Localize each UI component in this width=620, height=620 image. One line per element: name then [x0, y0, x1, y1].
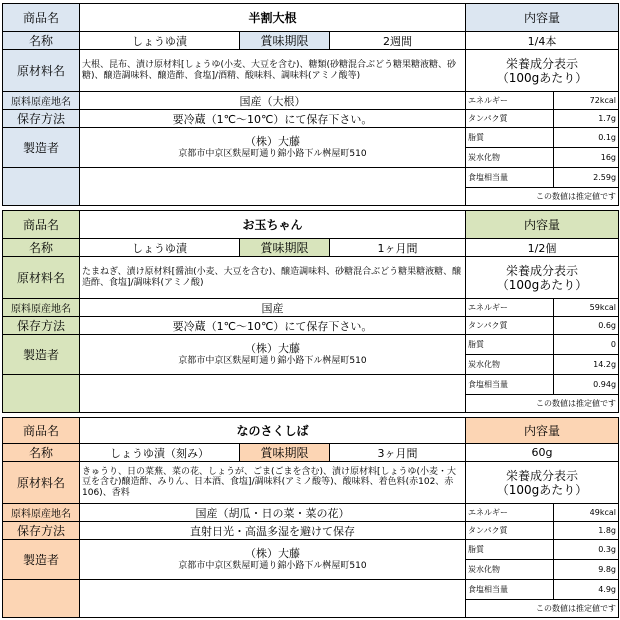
product-type: しょうゆ漬: [80, 32, 240, 50]
product-type: しょうゆ漬（刻み）: [80, 444, 240, 462]
manufacturer-name: （株）大藤: [245, 546, 300, 560]
nutrition-basis: （100gあたり）: [496, 277, 588, 292]
nutrition-basis: （100gあたり）: [496, 70, 588, 85]
contents-label: 内容量: [466, 211, 619, 239]
origin-label: 原料原産地名: [3, 92, 80, 110]
name-label: 名称: [3, 239, 80, 257]
best-before-value: 1ヶ月間: [330, 239, 466, 257]
ingredients-label: 原材料名: [3, 462, 80, 504]
product-name: お玉ちゃん: [80, 211, 466, 239]
product-label-2: [2, 210, 618, 413]
storage-value: 直射日光・高温多湿を避けて保存: [80, 522, 466, 540]
manufacturer-info: [80, 335, 466, 375]
empty-cell: [3, 580, 80, 618]
origin-value: 国産（胡瓜・日の菜・菜の花）: [80, 504, 466, 522]
carbs-label: 炭水化物: [466, 355, 554, 375]
empty-cell: [80, 580, 466, 618]
estimate-note: この数値は推定値です: [466, 188, 619, 206]
origin-label: 原料原産地名: [3, 504, 80, 522]
manufacturer-label: 製造者: [3, 540, 80, 580]
origin-label: 原料原産地名: [3, 299, 80, 317]
empty-cell: [80, 375, 466, 413]
storage-value: 要冷蔵（1℃～10℃）にて保存下さい。: [80, 110, 466, 128]
nutrition-title: 栄養成分表示: [506, 468, 579, 483]
salt-label: 食塩相当量: [466, 580, 554, 600]
estimate-note: この数値は推定値です: [466, 600, 619, 618]
storage-label: 保存方法: [3, 110, 80, 128]
carbs-label: 炭水化物: [466, 148, 554, 168]
best-before-label: 賞味期限: [240, 239, 330, 257]
protein-label: タンパク質: [466, 317, 554, 335]
origin-value: 国産（大根）: [80, 92, 466, 110]
product-name-label: 商品名: [3, 4, 80, 32]
contents-label: 内容量: [466, 4, 619, 32]
salt-value: 4.9g: [554, 580, 619, 600]
carbs-value: 16g: [554, 148, 619, 168]
energy-value: 72kcal: [554, 92, 619, 110]
empty-cell: [80, 168, 466, 206]
ingredients-value: たまねぎ、漬け原材料[醤油(小麦、大豆を含む)、醸造調味料、砂糖混合ぶどう糖果糖液糖、醸造酢、食塩]/調味料(アミノ酸): [80, 257, 466, 299]
manufacturer-name: （株）大藤: [245, 134, 300, 148]
product-name-label: 商品名: [3, 211, 80, 239]
best-before-label: 賞味期限: [240, 32, 330, 50]
protein-label: タンパク質: [466, 522, 554, 540]
manufacturer-info: [80, 128, 466, 168]
carbs-value: 14.2g: [554, 355, 619, 375]
energy-label: エネルギー: [466, 299, 554, 317]
manufacturer-info: [80, 540, 466, 580]
product-type: しょうゆ漬: [80, 239, 240, 257]
fat-value: 0: [554, 335, 619, 355]
protein-value: 0.6g: [554, 317, 619, 335]
empty-cell: [3, 168, 80, 206]
estimate-note: この数値は推定値です: [466, 395, 619, 413]
name-label: 名称: [3, 32, 80, 50]
fat-label: 脂質: [466, 128, 554, 148]
product-label-1: [2, 3, 618, 206]
ingredients-label: 原材料名: [3, 50, 80, 92]
fat-value: 0.3g: [554, 540, 619, 560]
carbs-value: 9.8g: [554, 560, 619, 580]
manufacturer-address: 京都市中京区麩屋町通り錦小路下ル桝屋町510: [178, 560, 367, 571]
contents-label: 内容量: [466, 418, 619, 444]
energy-label: エネルギー: [466, 92, 554, 110]
storage-label: 保存方法: [3, 317, 80, 335]
nutrition-title: 栄養成分表示: [506, 56, 579, 71]
fat-label: 脂質: [466, 335, 554, 355]
product-label-3: [2, 417, 618, 618]
ingredients-value: 大根、昆布、漬け原材料[しょうゆ(小麦、大豆を含む)、糖類(砂糖混合ぶどう糖果糖液糖、砂糖)、醸造調味料、醸造酢、食塩]/酒精、酸味料、調味料(アミノ酸等): [80, 50, 466, 92]
energy-value: 49kcal: [554, 504, 619, 522]
storage-label: 保存方法: [3, 522, 80, 540]
ingredients-value: きゅうり、日の菜蕪、菜の花、しょうが、ごま(ごまを含む)、漬け原材料[しょうゆ(小麦・大豆を含む)醸造酢、みりん、日本酒、食塩]/調味料(アミノ酸等)、酸味料、着色料(赤102、赤106)、香料: [80, 462, 466, 504]
best-before-value: 2週間: [330, 32, 466, 50]
storage-value: 要冷蔵（1℃～10℃）にて保存下さい。: [80, 317, 466, 335]
manufacturer-label: 製造者: [3, 335, 80, 375]
salt-value: 0.94g: [554, 375, 619, 395]
protein-value: 1.8g: [554, 522, 619, 540]
nutrition-header: [466, 257, 619, 299]
carbs-label: 炭水化物: [466, 560, 554, 580]
protein-value: 1.7g: [554, 110, 619, 128]
empty-cell: [3, 375, 80, 413]
nutrition-basis: （100gあたり）: [496, 482, 588, 497]
contents-value: 1/2個: [466, 239, 619, 257]
nutrition-title: 栄養成分表示: [506, 263, 579, 278]
best-before-label: 賞味期限: [240, 444, 330, 462]
product-name: 半割大根: [80, 4, 466, 32]
contents-value: 1/4本: [466, 32, 619, 50]
energy-value: 59kcal: [554, 299, 619, 317]
fat-label: 脂質: [466, 540, 554, 560]
contents-value: 60g: [466, 444, 619, 462]
manufacturer-address: 京都市中京区麩屋町通り錦小路下ル桝屋町510: [178, 148, 367, 159]
manufacturer-label: 製造者: [3, 128, 80, 168]
manufacturer-name: （株）大藤: [245, 341, 300, 355]
product-name: なのさくしば: [80, 418, 466, 444]
salt-label: 食塩相当量: [466, 375, 554, 395]
salt-label: 食塩相当量: [466, 168, 554, 188]
fat-value: 0.1g: [554, 128, 619, 148]
manufacturer-address: 京都市中京区麩屋町通り錦小路下ル桝屋町510: [178, 355, 367, 366]
ingredients-label: 原材料名: [3, 257, 80, 299]
protein-label: タンパク質: [466, 110, 554, 128]
salt-value: 2.59g: [554, 168, 619, 188]
nutrition-header: [466, 462, 619, 504]
name-label: 名称: [3, 444, 80, 462]
origin-value: 国産: [80, 299, 466, 317]
product-name-label: 商品名: [3, 418, 80, 444]
best-before-value: 3ヶ月間: [330, 444, 466, 462]
nutrition-header: [466, 50, 619, 92]
energy-label: エネルギー: [466, 504, 554, 522]
